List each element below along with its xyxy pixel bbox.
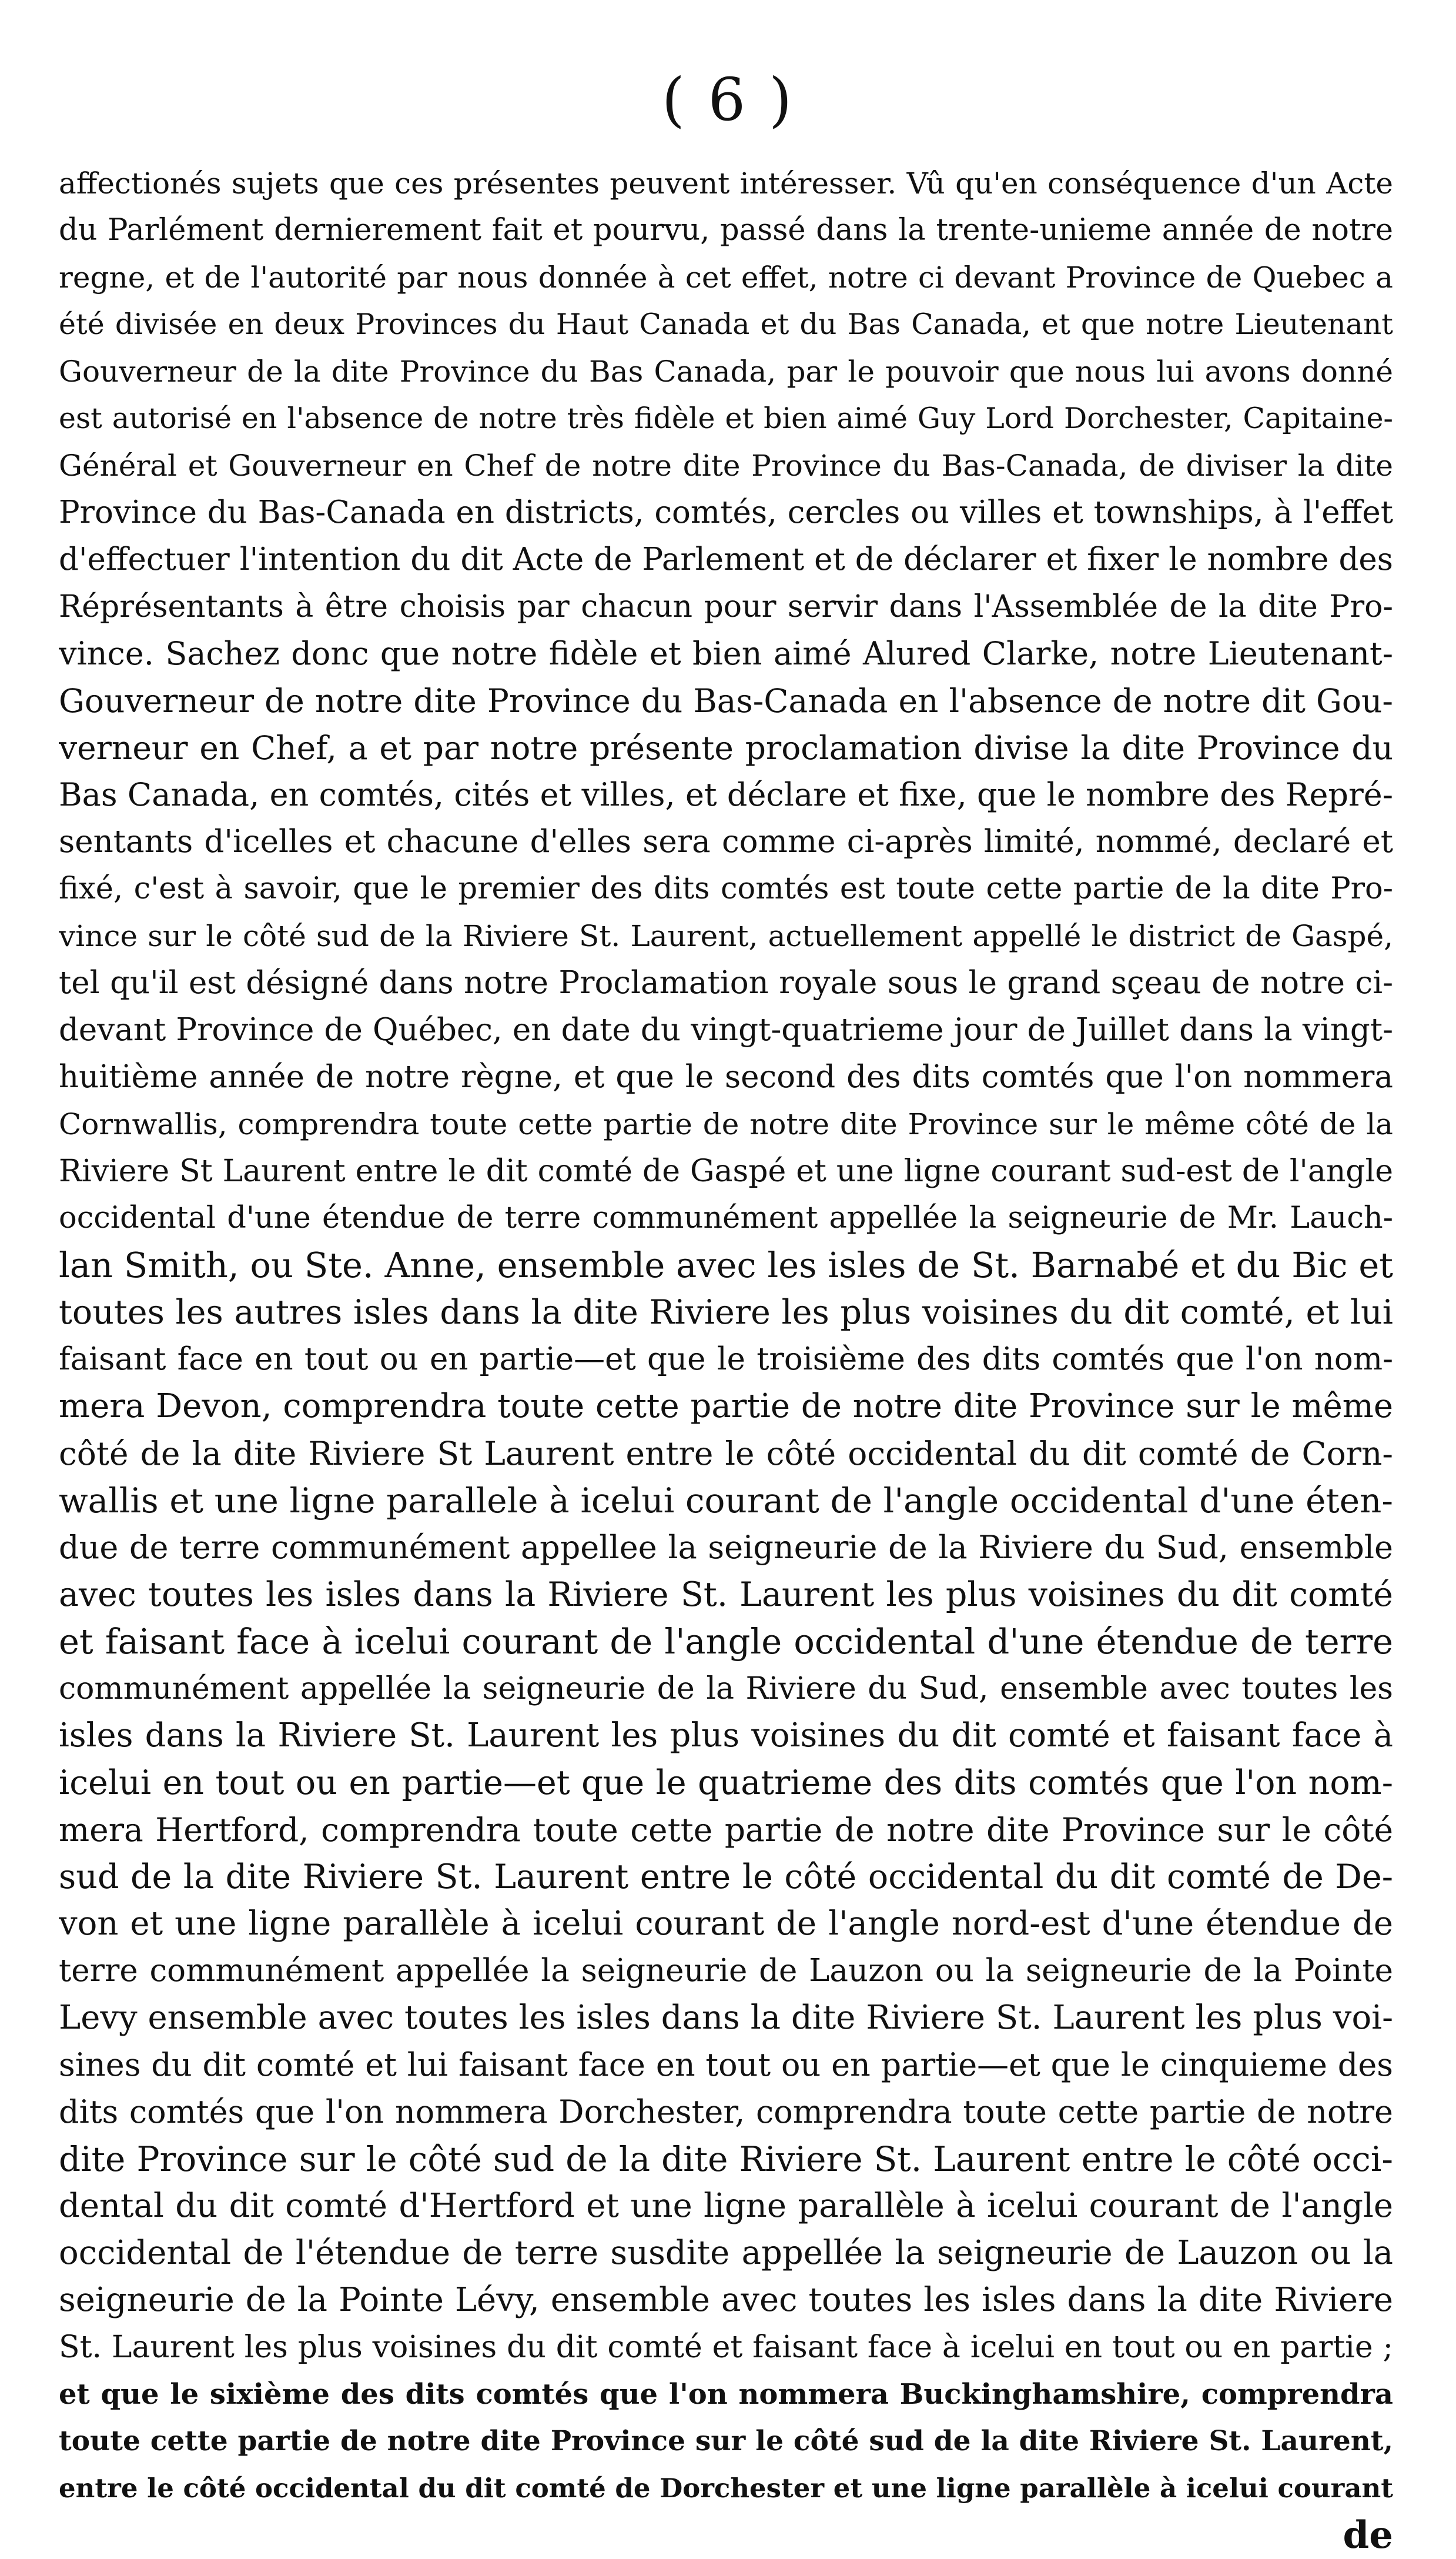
text-line: est autorisé en l'absence de notre très fidèle et bien aimé Guy Lord Dorchester, Capitaine- — [59, 402, 1393, 435]
text-line: seigneurie de la Pointe Lévy, ensemble avec toutes les isles dans la dite Riviere — [59, 2281, 1393, 2319]
text-line: mera Hertford, comprendra toute cette partie de notre dite Province sur le côté — [59, 1811, 1393, 1849]
text-line: sines du dit comté et lui faisant face en tout ou en partie—et que le cinquieme des — [59, 2046, 1393, 2083]
text-line: huitième année de notre règne, et que le second des dits comtés que l'on nommera — [59, 1059, 1393, 1095]
text-line: toutes les autres isles dans la dite Riviere les plus voisines du dit comté, et lui — [59, 1293, 1393, 1332]
text-line: Riviere St Laurent entre le dit comté de Gaspé et une ligne courant sud-est de l'angle — [59, 1154, 1393, 1189]
text-line: wallis et une ligne parallele à icelui courant de l'angle occidental d'une éten- — [59, 1481, 1393, 1521]
text-line: icelui en tout ou en partie—et que le quatrieme des dits comtés que l'on nom- — [59, 1763, 1393, 1802]
text-line: von et une ligne parallèle à icelui courant de l'angle nord-est d'une étendue de — [59, 1905, 1393, 1943]
text-line: terre communément appellée la seigneurie de Lauzon ou la seigneurie de la Pointe — [59, 1953, 1393, 1989]
text-line: toute cette partie de notre dite Province sur le côté sud de la dite Riviere St. Laurent, — [59, 2425, 1393, 2457]
text-line: St. Laurent les plus voisines du dit comté et faisant face à icelui en tout ou en partie ; — [59, 2330, 1393, 2365]
text-line: Réprésentants à être choisis par chacun pour servir dans l'Assemblée de la dite Pro- — [59, 589, 1393, 624]
text-line: de — [1343, 2513, 1393, 2557]
text-line: du Parlément dernierement fait et pourvu, passé dans la trente-unieme année de notre — [59, 213, 1393, 248]
text-line: dite Province sur le côté sud de la dite Riviere St. Laurent entre le côté occi- — [59, 2139, 1393, 2179]
text-line: affectionés sujets que ces présentes peuvent intéresser. Vû qu'en conséquence d'un Acte — [59, 166, 1393, 201]
text-line: devant Province de Québec, en date du vingt-quatrieme jour de Juillet dans la vingt- — [59, 1012, 1393, 1048]
text-line: sentants d'icelles et chacune d'elles sera comme ci-après limité, nommé, declaré et — [59, 824, 1393, 860]
text-line: avec toutes les isles dans la Riviere St. Laurent les plus voisines du dit comté — [59, 1575, 1393, 1614]
text-line: tel qu'il est désigné dans notre Proclamation royale sous le grand sçeau de notre ci- — [59, 965, 1393, 1001]
text-line: et faisant face à icelui courant de l'angle occidental d'une étendue de terre — [59, 1621, 1393, 1662]
text-line: dits comtés que l'on nommera Dorchester, comprendra toute cette partie de notre — [59, 2093, 1393, 2130]
text-line: Gouverneur de notre dite Province du Bas-Canada en l'absence de notre dit Gou- — [59, 682, 1393, 720]
text-line: été divisée en deux Provinces du Haut Canada et du Bas Canada, et que notre Lieutenant — [59, 308, 1393, 341]
text-line: Levy ensemble avec toutes les isles dans la dite Riviere St. Laurent les plus voi- — [59, 1999, 1393, 2037]
text-line: Province du Bas-Canada en districts, comtés, cercles ou villes et townships, à l'effet — [59, 495, 1393, 530]
text-line: vince sur le côté sud de la Riviere St. Laurent, actuellement appellé le district de Gaspé, — [59, 919, 1393, 953]
text-line: entre le côté occidental du dit comté de Dorchester et une ligne parallèle à icelui courant — [59, 2473, 1393, 2504]
text-line: regne, et de l'autorité par nous donnée à cet effet, notre ci devant Province de Quebec a — [59, 260, 1393, 295]
text-line: lan Smith, ou Ste. Anne, ensemble avec les isles de St. Barnabé et du Bic et — [59, 1245, 1393, 1285]
text-line: mera Devon, comprendra toute cette partie de notre dite Province sur le même — [59, 1387, 1393, 1425]
text-line: occidental d'une étendue de terre communément appellée la seigneurie de Mr. Lauch- — [59, 1201, 1393, 1235]
text-line: côté de la dite Riviere St Laurent entre le côté occidental du dit comté de Corn- — [59, 1435, 1393, 1472]
text-line: fixé, c'est à savoir, que le premier des dits comtés est toute cette partie de la dite Pro- — [59, 871, 1393, 906]
text-line: communément appellée la seigneurie de la Riviere du Sud, ensemble avec toutes les — [59, 1671, 1393, 1706]
text-line: dental du dit comté d'Hertford et une ligne parallèle à icelui courant de l'angle — [59, 2187, 1393, 2225]
text-line: sud de la dite Riviere St. Laurent entre le côté occidental du dit comté de De- — [59, 1858, 1393, 1896]
text-line: verneur en Chef, a et par notre présente proclamation divise la dite Province du — [59, 729, 1393, 767]
text-line: d'effectuer l'intention du dit Acte de Parlement et de déclarer et fixer le nombre des — [59, 542, 1393, 577]
text-line: due de terre communément appellee la seigneurie de la Riviere du Sud, ensemble — [59, 1529, 1393, 1566]
text-line: isles dans la Riviere St. Laurent les plus voisines du dit comté et faisant face à — [59, 1716, 1393, 1755]
text-line: Cornwallis, comprendra toute cette partie de notre dite Province sur le même côté de la — [59, 1107, 1393, 1141]
text-line: Gouverneur de la dite Province du Bas Canada, par le pouvoir que nous lui avons donné — [59, 355, 1393, 389]
text-line: vince. Sachez donc que notre fidèle et bien aimé Alured Clarke, notre Lieutenant- — [59, 635, 1393, 672]
text-line: faisant face en tout ou en partie—et que le troisième des dits comtés que l'on nom- — [59, 1341, 1393, 1377]
text-line: Bas Canada, en comtés, cités et villes, et déclare et fixe, que le nombre des Repré- — [59, 776, 1393, 813]
text-line: occidental de l'étendue de terre susdite appellée la seigneurie de Lauzon ou la — [59, 2234, 1393, 2272]
text-line: et que le sixième des dits comtés que l'on nommera Buckinghamshire, comprendra — [59, 2378, 1393, 2411]
body-text — [59, 160, 1393, 2559]
page-number: ( 6 ) — [661, 65, 795, 134]
text-line: Général et Gouverneur en Chef de notre dite Province du Bas-Canada, de diviser la dite — [59, 449, 1393, 483]
